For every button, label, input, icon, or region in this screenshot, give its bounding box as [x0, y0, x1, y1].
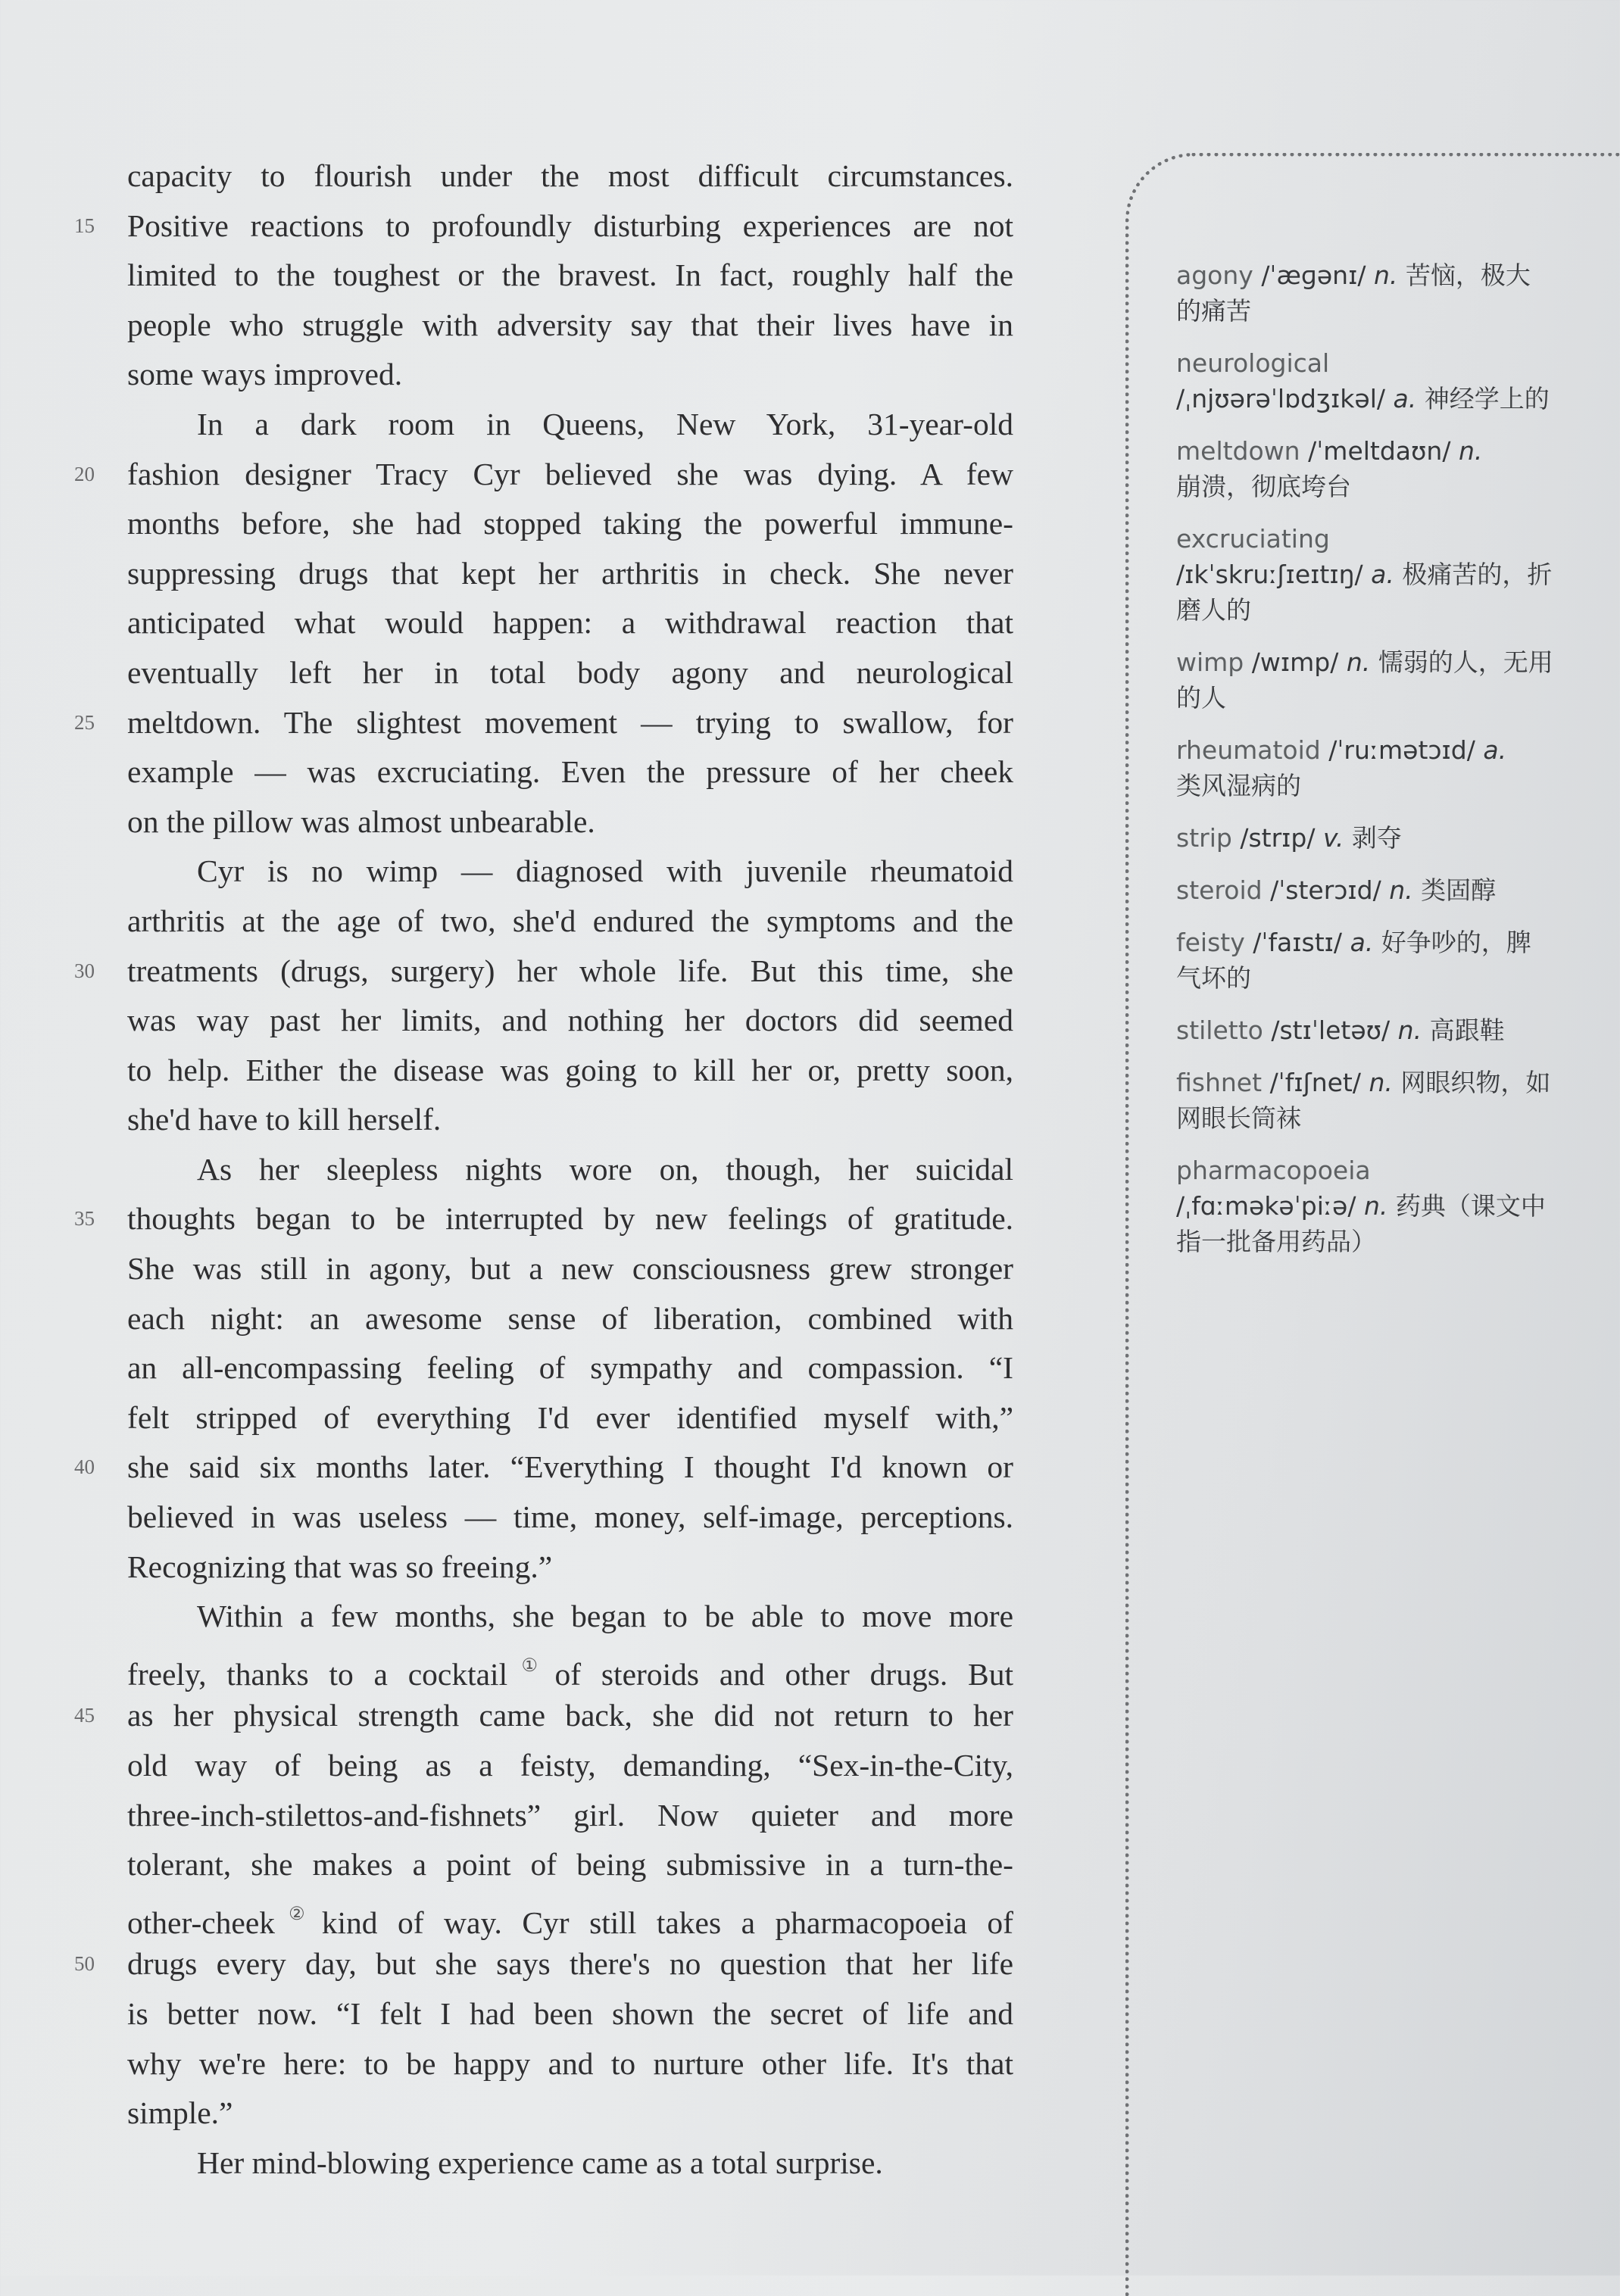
text-line: limited to the toughest or the bravest. In fact, roughly half the	[127, 257, 1013, 293]
glossary-entry	[1176, 1153, 1555, 1259]
text-line: Within a few months, she began to be able to move more	[197, 1599, 1013, 1634]
glossary-ipa: /wɪmp/	[1251, 647, 1339, 677]
glossary-word: feisty	[1176, 928, 1245, 957]
glossary-entry	[1176, 1012, 1555, 1048]
glossary-entry	[1176, 872, 1555, 908]
text-line: 35 thoughts began to be interrupted by new feelings of gratitude.	[127, 1194, 1013, 1244]
glossary-pos: n.	[1373, 260, 1398, 290]
line-number: 35	[74, 1207, 95, 1231]
glossary-pos: v.	[1322, 823, 1344, 853]
glossary-word: pharmacopoeia	[1176, 1156, 1371, 1185]
text-line: She was still in agony, but a new consciousness grew stronger	[127, 1251, 1013, 1287]
glossary-entry	[1176, 925, 1555, 996]
footnote-marker: ②	[276, 1904, 317, 1924]
text-line: anticipated what would happen: a withdrawal reaction that	[127, 605, 1013, 641]
line-number: 50	[74, 1952, 95, 1976]
glossary-ipa: /strɪp/	[1240, 823, 1316, 853]
line-number: 45	[74, 1704, 95, 1727]
glossary-entry	[1176, 433, 1555, 504]
text-line: Cyr is no wimp — diagnosed with juvenile rheumatoid	[197, 853, 1013, 889]
glossary-ipa: /ˈmeltdaʊn/	[1308, 436, 1451, 466]
text-line: freely, thanks to a cocktail① of steroids and other drugs. But	[127, 1655, 1014, 1692]
glossary-pos: n.	[1346, 647, 1371, 677]
glossary-entry	[1176, 345, 1555, 416]
glossary-pos: a.	[1350, 928, 1374, 957]
glossary-entry	[1176, 732, 1555, 803]
glossary-word: rheumatoid	[1176, 735, 1321, 765]
glossary-word: steroid	[1176, 875, 1263, 905]
glossary-ipa: /ˈruːmətɔɪd/	[1328, 735, 1475, 765]
text-line: 20 fashion designer Tracy Cyr believed she was dying. A few	[127, 450, 1013, 500]
text-line: eventually left her in total body agony and neurological	[127, 654, 1013, 690]
text-line: months before, she had stopped taking the powerful immune-	[127, 506, 1013, 541]
glossary-ipa: /ˈæɡənɪ/	[1261, 260, 1366, 290]
glossary-word: stiletto	[1176, 1015, 1263, 1045]
text-line: to help. Either the disease was going to kill her or, pretty soon,	[127, 1052, 1013, 1087]
text-line: Recognizing that was so freeing.”	[127, 1549, 553, 1584]
footnote-marker: ①	[509, 1655, 551, 1676]
glossary-entry	[1176, 644, 1555, 716]
text-line: old way of being as a feisty, demanding, “Sex-in-the-City,	[127, 1748, 1013, 1783]
text-line: she'd have to kill herself.	[127, 1102, 442, 1137]
glossary-pos: n.	[1458, 436, 1483, 466]
text-line: 30 treatments (drugs, surgery) her whole life. But this time, she	[127, 947, 1013, 997]
text-line: 15 Positive reactions to profoundly disturbing experiences are not	[127, 201, 1013, 251]
line-number: 15	[74, 214, 95, 237]
text-line: some ways improved.	[127, 357, 403, 392]
line-number: 30	[74, 959, 95, 982]
text-line: Her mind-blowing experience came as a total surprise.	[197, 2145, 883, 2180]
glossary-ipa: /ˈfaɪstɪ/	[1253, 928, 1343, 957]
glossary-definition: 高跟鞋	[1429, 1015, 1505, 1045]
text-line: on the pillow was almost unbearable.	[127, 803, 595, 839]
text-line: 45 as her physical strength came back, she did not return to her	[127, 1691, 1013, 1741]
glossary-pos: n.	[1389, 875, 1413, 905]
glossary-definition: 崩溃，彻底垮台	[1176, 472, 1351, 501]
glossary-definition: 药典（课文中指一批备用药品）	[1176, 1191, 1546, 1256]
text-line: arthritis at the age of two, she'd endured the symptoms and the	[127, 903, 1013, 938]
glossary-ipa: /ˈfɪʃnet/	[1269, 1068, 1361, 1097]
glossary-definition: 类固醇	[1421, 875, 1497, 905]
glossary-word: fishnet	[1176, 1068, 1263, 1097]
glossary-entry	[1176, 1065, 1555, 1136]
line-number: 25	[74, 710, 95, 734]
glossary-definition: 神经学上的	[1424, 384, 1550, 413]
glossary-word: wimp	[1176, 647, 1244, 677]
glossary-list	[1176, 257, 1555, 1276]
text-line: tolerant, she makes a point of being submissive in a turn-the-	[127, 1847, 1013, 1883]
text-line: was way past her limits, and nothing her doctors did seemed	[127, 1003, 1013, 1038]
glossary-pos: a.	[1371, 560, 1394, 589]
text-line: example — was excruciating. Even the pressure of her cheek	[127, 754, 1013, 790]
text-line: As her sleepless nights wore on, though, her suicidal	[197, 1151, 1013, 1187]
text-line: is better now. “I felt I had been shown the secret of life and	[127, 1995, 1013, 2031]
glossary-ipa: /ɪkˈskruːʃɪeɪtɪŋ/	[1176, 560, 1363, 589]
line-number: 20	[74, 462, 95, 485]
glossary-word: strip	[1176, 823, 1232, 853]
glossary-definition: 好争吵的，脾气坏的	[1176, 928, 1531, 993]
glossary-ipa: /stɪˈletəʊ/	[1271, 1015, 1391, 1045]
glossary-entry	[1176, 257, 1555, 329]
glossary-definition: 网眼织物，如网眼长筒袜	[1176, 1068, 1551, 1133]
glossary-definition: 懦弱的人，无用的人	[1176, 647, 1553, 713]
text-line: each night: an awesome sense of liberation, combined with	[127, 1300, 1013, 1336]
glossary-definition: 极痛苦的，折磨人的	[1176, 560, 1553, 625]
glossary-word: meltdown	[1176, 436, 1300, 466]
glossary-word: agony	[1176, 260, 1253, 290]
glossary-word: neurological	[1176, 348, 1330, 378]
text-line: 50 drugs every day, but she says there's no question that her life	[127, 1939, 1013, 1989]
text-line: 25 meltdown. The slightest movement — trying to swallow, for	[127, 698, 1013, 748]
glossary-pos: a.	[1483, 735, 1507, 765]
text-line: why we're here: to be happy and to nurture other life. It's that	[127, 2045, 1013, 2081]
text-line: felt stripped of everything I'd ever identified myself with,”	[127, 1399, 1013, 1435]
text-line: suppressing drugs that kept her arthritis in check. She never	[127, 555, 1013, 591]
glossary-definition: 类风湿病的	[1176, 771, 1301, 800]
text-line: people who struggle with adversity say that their lives have in	[127, 307, 1013, 342]
glossary-pos: n.	[1397, 1015, 1422, 1045]
text-line: 40 she said six months later. “Everything I thought I'd known or	[127, 1443, 1013, 1493]
text-line: other-cheek② kind of way. Cyr still takes a pharmacopoeia of	[127, 1904, 1013, 1940]
glossary-ipa: /ˌnjʊərəˈlɒdʒɪkəl/	[1176, 384, 1385, 413]
glossary-ipa: /ˈsterɔɪd/	[1270, 875, 1381, 905]
glossary-pos: a.	[1393, 384, 1417, 413]
text-line: In a dark room in Queens, New York, 31-year-old	[197, 406, 1013, 441]
text-line: believed in was useless — time, money, self-image, perceptions.	[127, 1499, 1013, 1535]
text-line: capacity to flourish under the most difficult circumstances.	[127, 158, 1013, 193]
text-line: an all-encompassing feeling of sympathy and compassion. “I	[127, 1350, 1013, 1386]
glossary-pos: n.	[1369, 1068, 1393, 1097]
glossary-entry	[1176, 820, 1555, 856]
text-line: simple.”	[127, 2095, 233, 2131]
glossary-definition: 苦恼，极大的痛苦	[1176, 260, 1531, 326]
line-number: 40	[74, 1455, 95, 1479]
glossary-pos: n.	[1363, 1191, 1388, 1221]
glossary-word: excruciating	[1176, 524, 1330, 554]
glossary-definition: 剥夺	[1351, 823, 1402, 853]
glossary-ipa: /ˌfɑːməkəˈpiːə/	[1176, 1191, 1356, 1221]
glossary-entry	[1176, 521, 1555, 628]
text-line: three-inch-stilettos-and-fishnets” girl. Now quieter and more	[127, 1797, 1013, 1833]
reading-passage	[74, 151, 1014, 2188]
